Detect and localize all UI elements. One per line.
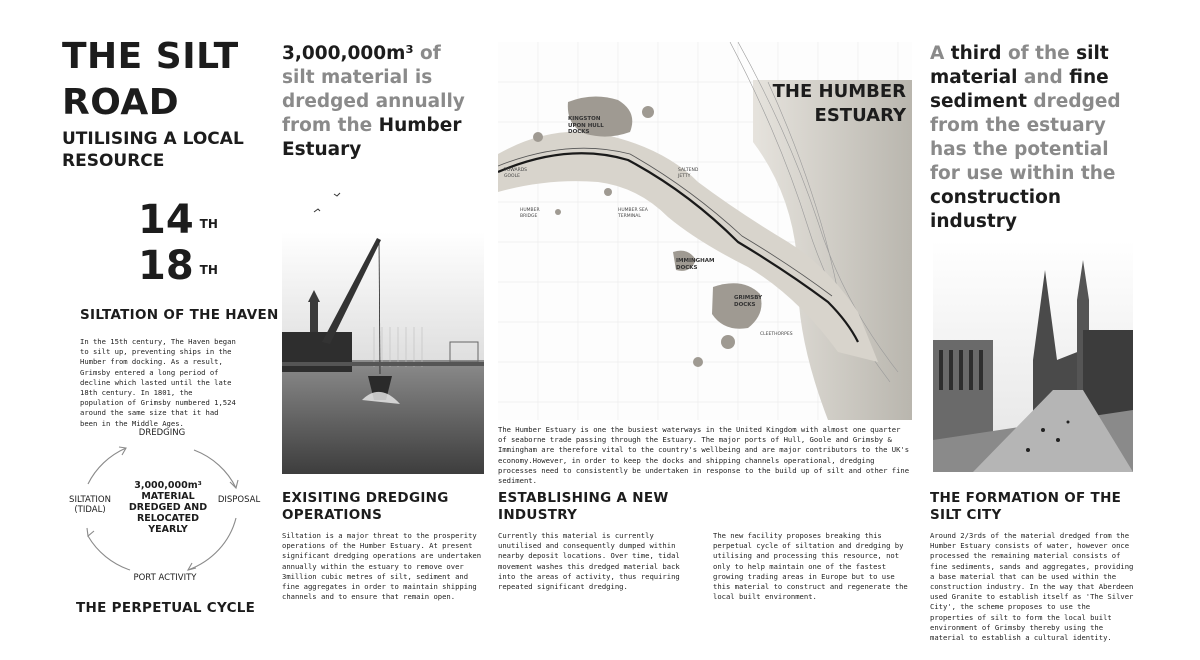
- silt-city-heading: [930, 490, 1121, 524]
- cycle-center-line-4: YEARLY: [148, 524, 188, 535]
- map-label-grimsby-1: GRIMSBY: [734, 295, 763, 301]
- cycle-label-siltation-2: (TIDAL): [74, 505, 106, 515]
- cycle-center-text: [118, 480, 218, 535]
- century-18-suffix: TH: [199, 263, 218, 277]
- map-label-terminal-1: HUMBER SEA: [618, 208, 648, 213]
- map-title: [773, 80, 906, 128]
- map-label-immingham: [676, 258, 715, 271]
- map-label-saltend-1: SALTEND: [678, 168, 699, 173]
- quote1-amount: 3,000,000m³: [282, 43, 414, 64]
- map-label-hull-3: DOCKS: [568, 129, 590, 135]
- map-label-bridge-1: HUMBER: [520, 208, 540, 213]
- map-label-goole-2: GOOLE: [504, 173, 520, 179]
- aberdeen-street-photo: [933, 240, 1133, 472]
- map-label-grimsby: [734, 295, 762, 308]
- new-industry-text-2: The new facility proposes breaking this perpetual cycle of siltation and dredging by utilising and processing this resource, not only to help maintain one of the fastest growing trading areas in Europe but to use this material to construct and regenerate the local built environment.: [713, 531, 908, 602]
- q2-w8: sediment: [930, 91, 1027, 112]
- siltation-haven-heading: SILTATION OF THE HAVEN: [80, 307, 279, 323]
- map-label-hull-1: KINGSTON: [568, 116, 601, 122]
- century-14-number: 14: [138, 197, 194, 243]
- map-label-terminal-2: TERMINAL: [618, 213, 641, 219]
- title-line-2: ROAD: [62, 82, 180, 123]
- q2-w1: A: [930, 43, 951, 64]
- map-label-cleethorpes: CLEETHORPES: [760, 332, 793, 337]
- century-18: [138, 244, 218, 288]
- quote1-middle: of silt material is dredged annually from the: [282, 43, 465, 136]
- q2-w5: material: [930, 67, 1018, 88]
- map-caption: The Humber Estuary is one the busiest waterways in the United Kingdom with almost one quarter of seaborne trade passing through the Estuary. The major ports of Hull, Goole and Grimsby & Immingham are therefore vital to the country's wellbeing and are major contributors to the UK's economy.However, in order to keep the docks and shipping channels operational, dredging processes need to consistently be undertaken in response to the build up of silt and other fine sediment.: [498, 425, 910, 486]
- subtitle-line-2: RESOURCE: [62, 151, 165, 171]
- cycle-center-line-2: DREDGED AND: [128, 502, 208, 513]
- cycle-center-amount: 3,000,000m³: [134, 480, 202, 491]
- cycle-arrow-port-siltation: [88, 536, 130, 570]
- map-label-goole-1: TOWARDS: [504, 168, 528, 173]
- q2-w3: of the: [1001, 43, 1077, 64]
- q2-w6: and: [1017, 67, 1070, 88]
- title-line-1: THE SILT: [62, 36, 239, 77]
- century-14-suffix: TH: [199, 217, 218, 231]
- map-label-saltend-2: JETTY: [678, 173, 691, 179]
- bird-icons: [310, 188, 350, 218]
- map-label-grimsby-2: DOCKS: [734, 301, 756, 308]
- new-industry-heading: [498, 490, 669, 524]
- q2-w7: fine: [1069, 67, 1109, 88]
- existing-dredging-text: Siltation is a major threat to the prosperity operations of the Humber Estuary. At present significant dredging operations are undertaken annually within the estuary to remove over 3million cubic metres of silt, sediment and fine aggregates in order to maintain shipping channels and to ensure that remain open.: [282, 531, 482, 602]
- cycle-arrow-siltation-dredging: [88, 448, 126, 484]
- silt-city-heading-line-1: THE FORMATION OF THE: [930, 490, 1122, 506]
- cycle-center-line-1: MATERIAL: [141, 491, 195, 502]
- map-title-line-1: THE HUMBER: [772, 81, 906, 102]
- dredged-amount-quote: [282, 42, 472, 162]
- q2-w10: construction industry: [930, 187, 1062, 232]
- q2-w9: dredged from the estuary has the potential for use within the: [930, 91, 1121, 184]
- map-label-saltend: [678, 168, 698, 179]
- new-industry-text-1: Currently this material is currently unutilised and consequently dumped within nearby deposit locations. Over time, tidal movement washes this dredged material back into the areas of activity, thus requiring repeated significant dredging.: [498, 531, 680, 592]
- page-subtitle: [62, 128, 282, 172]
- map-title-line-2: ESTUARY: [814, 105, 906, 126]
- cycle-label-port-activity: PORT ACTIVITY: [133, 573, 197, 583]
- quote1-place: Humber Estuary: [282, 115, 462, 160]
- cycle-label-siltation: [62, 495, 118, 515]
- q2-w2: third: [950, 43, 1002, 64]
- century-14: [138, 198, 218, 242]
- map-label-goole: [504, 168, 527, 179]
- map-label-terminal: [618, 208, 648, 219]
- map-label-hull-2: UPON HULL: [568, 122, 604, 129]
- q2-w4: silt: [1076, 43, 1109, 64]
- map-label-bridge-2: BRIDGE: [520, 213, 538, 219]
- siltation-haven-text: In the 15th century, The Haven began to silt up, preventing ships in the Humber from docking. As a result, Grimsby entered a long period of decline which lasted until the late 18th century. In 1801, the population of Grimsby numbered 1,524 around the same size that it had been in the Middle Ages.: [80, 337, 236, 428]
- cycle-label-disposal: DISPOSAL: [217, 495, 261, 505]
- perpetual-cycle-heading: THE PERPETUAL CYCLE: [76, 600, 256, 616]
- map-label-immingham-2: DOCKS: [676, 264, 698, 271]
- subtitle-line-1: UTILISING A LOCAL: [62, 129, 244, 149]
- dredging-crane-photo: [282, 232, 484, 474]
- page-title: [62, 34, 262, 126]
- map-label-immingham-1: IMMINGHAM: [676, 258, 715, 264]
- third-of-silt-quote: [930, 42, 1140, 234]
- existing-heading-line-1: EXISITING DREDGING: [282, 490, 449, 506]
- cycle-label-dredging: DREDGING: [138, 428, 186, 438]
- humber-estuary-map: [498, 42, 912, 420]
- industry-heading-line-1: ESTABLISHING A NEW: [498, 490, 669, 506]
- cycle-label-siltation-1: SILTATION: [69, 495, 111, 505]
- cycle-center-line-3: RELOCATED: [136, 513, 200, 524]
- silt-city-heading-line-2: SILT CITY: [930, 507, 1002, 523]
- existing-dredging-heading: [282, 490, 449, 524]
- century-18-number: 18: [138, 243, 194, 289]
- industry-heading-line-2: INDUSTRY: [498, 507, 578, 523]
- map-label-bridge: [520, 208, 540, 219]
- map-label-hull: [568, 116, 604, 136]
- existing-heading-line-2: OPERATIONS: [282, 507, 383, 523]
- silt-city-text: Around 2/3rds of the material dredged from the Humber Estuary consists of water, however once processed the remaining material consists of fine sediments, sands and aggregates, providing a base material that can be used within the construction industry. In the way that Aberdeen used Granite to establish itself as 'The Silver City', the scheme proposes to use the properties of silt to form the local built environment of Grimsby thereby using the material to establish a cultural identity.: [930, 531, 1134, 643]
